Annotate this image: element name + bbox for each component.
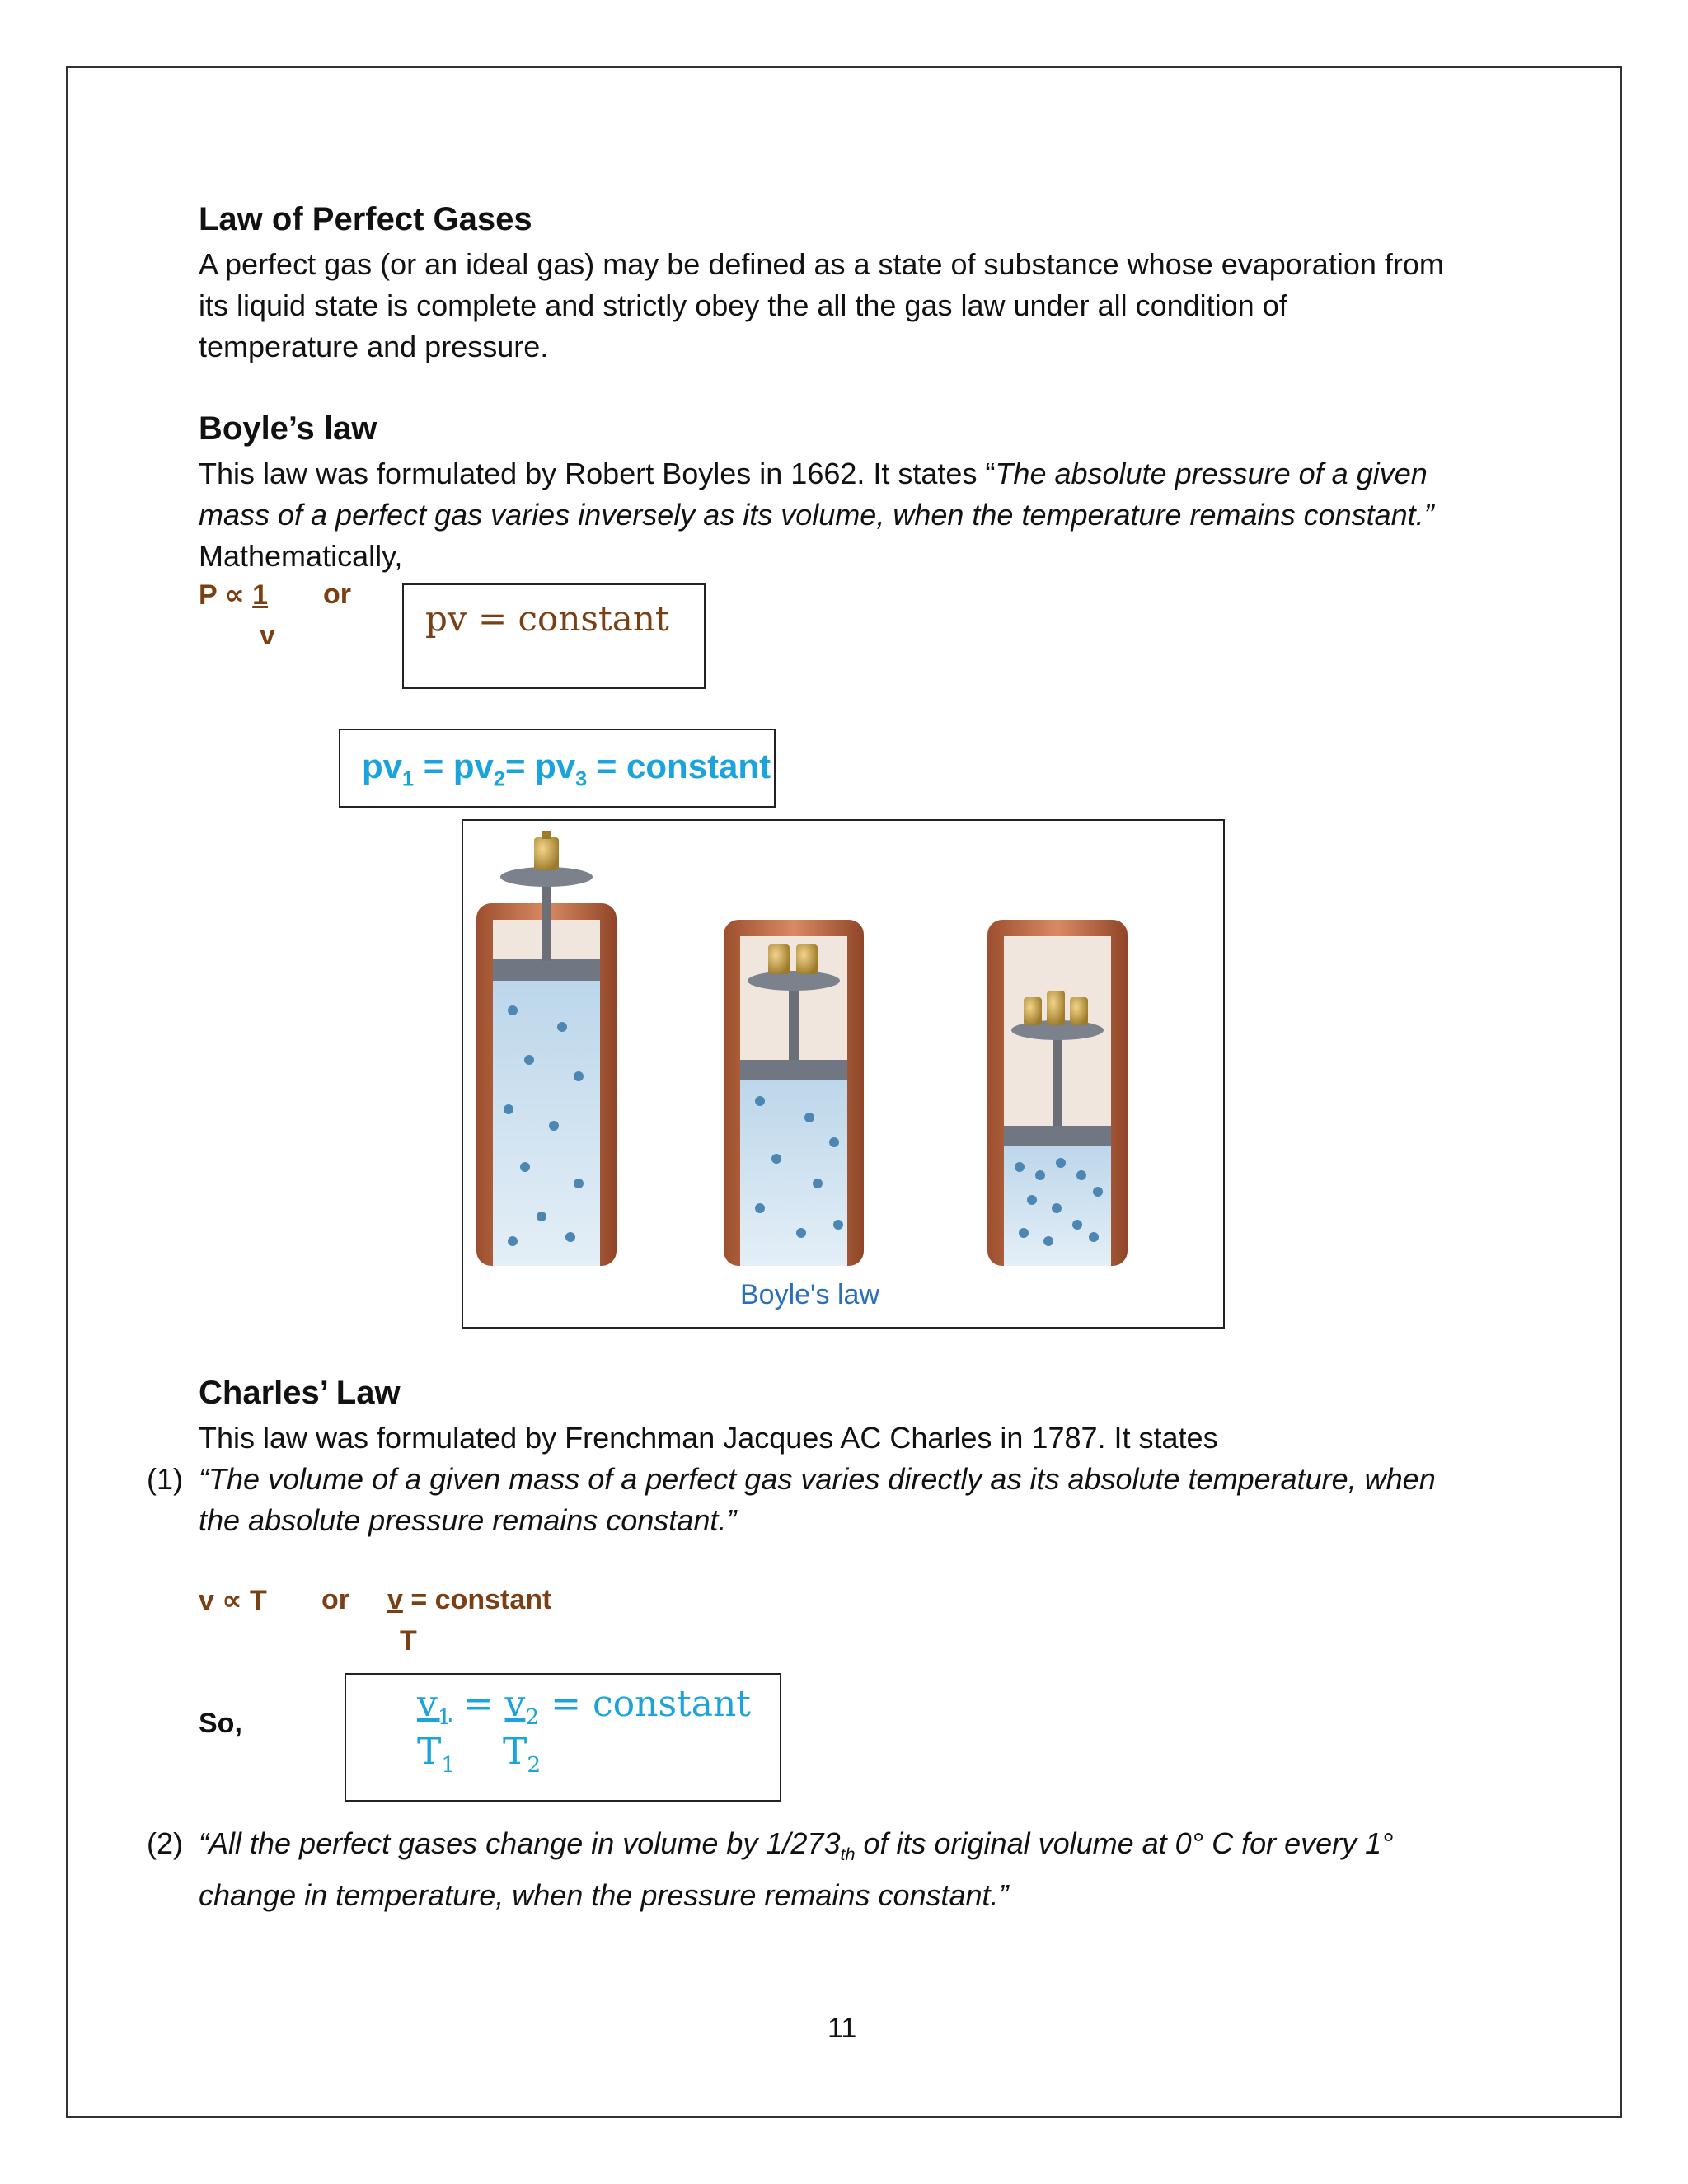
- fraction-denominator: T: [400, 1625, 417, 1657]
- v2: [504, 1683, 540, 1730]
- boyle-figure: [462, 819, 1225, 1329]
- section-title-boyle: Boyle’s law: [199, 410, 377, 447]
- cylinder-2: [724, 920, 864, 1266]
- ratio-top-line: [417, 1683, 751, 1730]
- v: v: [504, 1683, 526, 1725]
- item-2-number: (2): [147, 1826, 183, 1860]
- charles-item-2-line: change in temperature, when the pressure remains constant.”: [199, 1878, 1009, 1913]
- prop-numerator: 1: [252, 579, 269, 611]
- charles-prop-left: v ∝ T: [199, 1585, 267, 1616]
- pv-constant-text: pv = constant: [425, 598, 669, 639]
- T: T: [417, 1731, 442, 1773]
- section-title-charles: Charles’ Law: [199, 1375, 401, 1411]
- charles-item-2: [199, 1823, 1484, 1916]
- charles-intro: This law was formulated by Frenchman Jacques AC Charles in 1787. It states: [199, 1421, 1218, 1455]
- fraction-numerator: v: [387, 1584, 403, 1615]
- boyle-proportionality: [199, 579, 268, 612]
- pv-term: pv: [362, 747, 403, 785]
- charles-ratio-box: [345, 1673, 781, 1802]
- item-2-text: of its original volume at 0° C for every 1°: [855, 1826, 1394, 1860]
- charles-item-1-line: “The volume of a given mass of a perfect gas varies directly as its absolute temperature, when: [199, 1462, 1436, 1496]
- paragraph-line: temperature and pressure.: [199, 330, 549, 363]
- th-sub: th: [840, 1844, 856, 1865]
- sub: 1: [402, 767, 415, 791]
- section-title-perfect-gases: Law of Perfect Gases: [199, 201, 532, 237]
- paragraph-line: its liquid state is complete and strictly obey the all the gas law under all condition of: [199, 288, 1287, 322]
- sub: 1: [441, 1751, 456, 1778]
- page-number: 11: [828, 2013, 857, 2044]
- item-1-number: (1): [147, 1462, 183, 1496]
- so-label: So,: [199, 1708, 242, 1739]
- boyle-quote-2: mass of a perfect gas varies inversely as its volume, when the temperature remains constant.”: [199, 498, 1434, 532]
- charles-item-1-line: the absolute pressure remains constant.”: [199, 1503, 737, 1537]
- T: T: [503, 1731, 528, 1773]
- eq: =: [451, 1683, 505, 1725]
- boyle-paragraph: [199, 453, 1484, 577]
- boyle-quote-1: The absolute pressure of a given: [995, 457, 1428, 490]
- pv-term: = pv: [414, 747, 494, 785]
- charles-or: or: [321, 1584, 349, 1615]
- charles-fraction: [387, 1584, 551, 1616]
- prop-denominator: v: [260, 620, 275, 651]
- pv-term: = pv: [504, 747, 576, 785]
- sub: 2: [525, 1704, 540, 1730]
- pv-chain-box: [339, 729, 776, 808]
- v1: [417, 1683, 452, 1730]
- pv-term: = constant: [587, 747, 771, 785]
- v: v: [417, 1683, 438, 1725]
- figure-caption: Boyle's law: [740, 1279, 880, 1310]
- pv-constant-box: [402, 583, 706, 689]
- fraction-equals: = constant: [402, 1584, 552, 1615]
- sub: 2: [527, 1751, 542, 1778]
- charles-item-1: [199, 1459, 1484, 1541]
- pv-chain-text: [362, 747, 771, 791]
- sub: 3: [575, 767, 588, 791]
- perfect-gases-paragraph: [199, 244, 1484, 368]
- ratio-T1: [417, 1731, 455, 1778]
- cylinder-3: [987, 920, 1128, 1266]
- sub: 1: [437, 1704, 452, 1730]
- prop-prefix: P ∝: [199, 579, 253, 611]
- item-2-text: “All the perfect gases change in volume by 1/273: [199, 1826, 841, 1860]
- boyle-cylinders-illustration: [463, 821, 1223, 1327]
- boyle-intro: This law was formulated by Robert Boyles in 1662. It states “: [199, 457, 996, 490]
- paragraph-line: A perfect gas (or an ideal gas) may be defined as a state of substance whose evaporation from: [199, 247, 1444, 281]
- cylinder-1: [476, 831, 617, 1266]
- sub: 2: [493, 767, 505, 791]
- boyle-or: or: [323, 579, 351, 610]
- ratio-T2: [503, 1731, 541, 1778]
- math-label: Mathematically,: [199, 539, 403, 573]
- constant: = constant: [539, 1683, 751, 1725]
